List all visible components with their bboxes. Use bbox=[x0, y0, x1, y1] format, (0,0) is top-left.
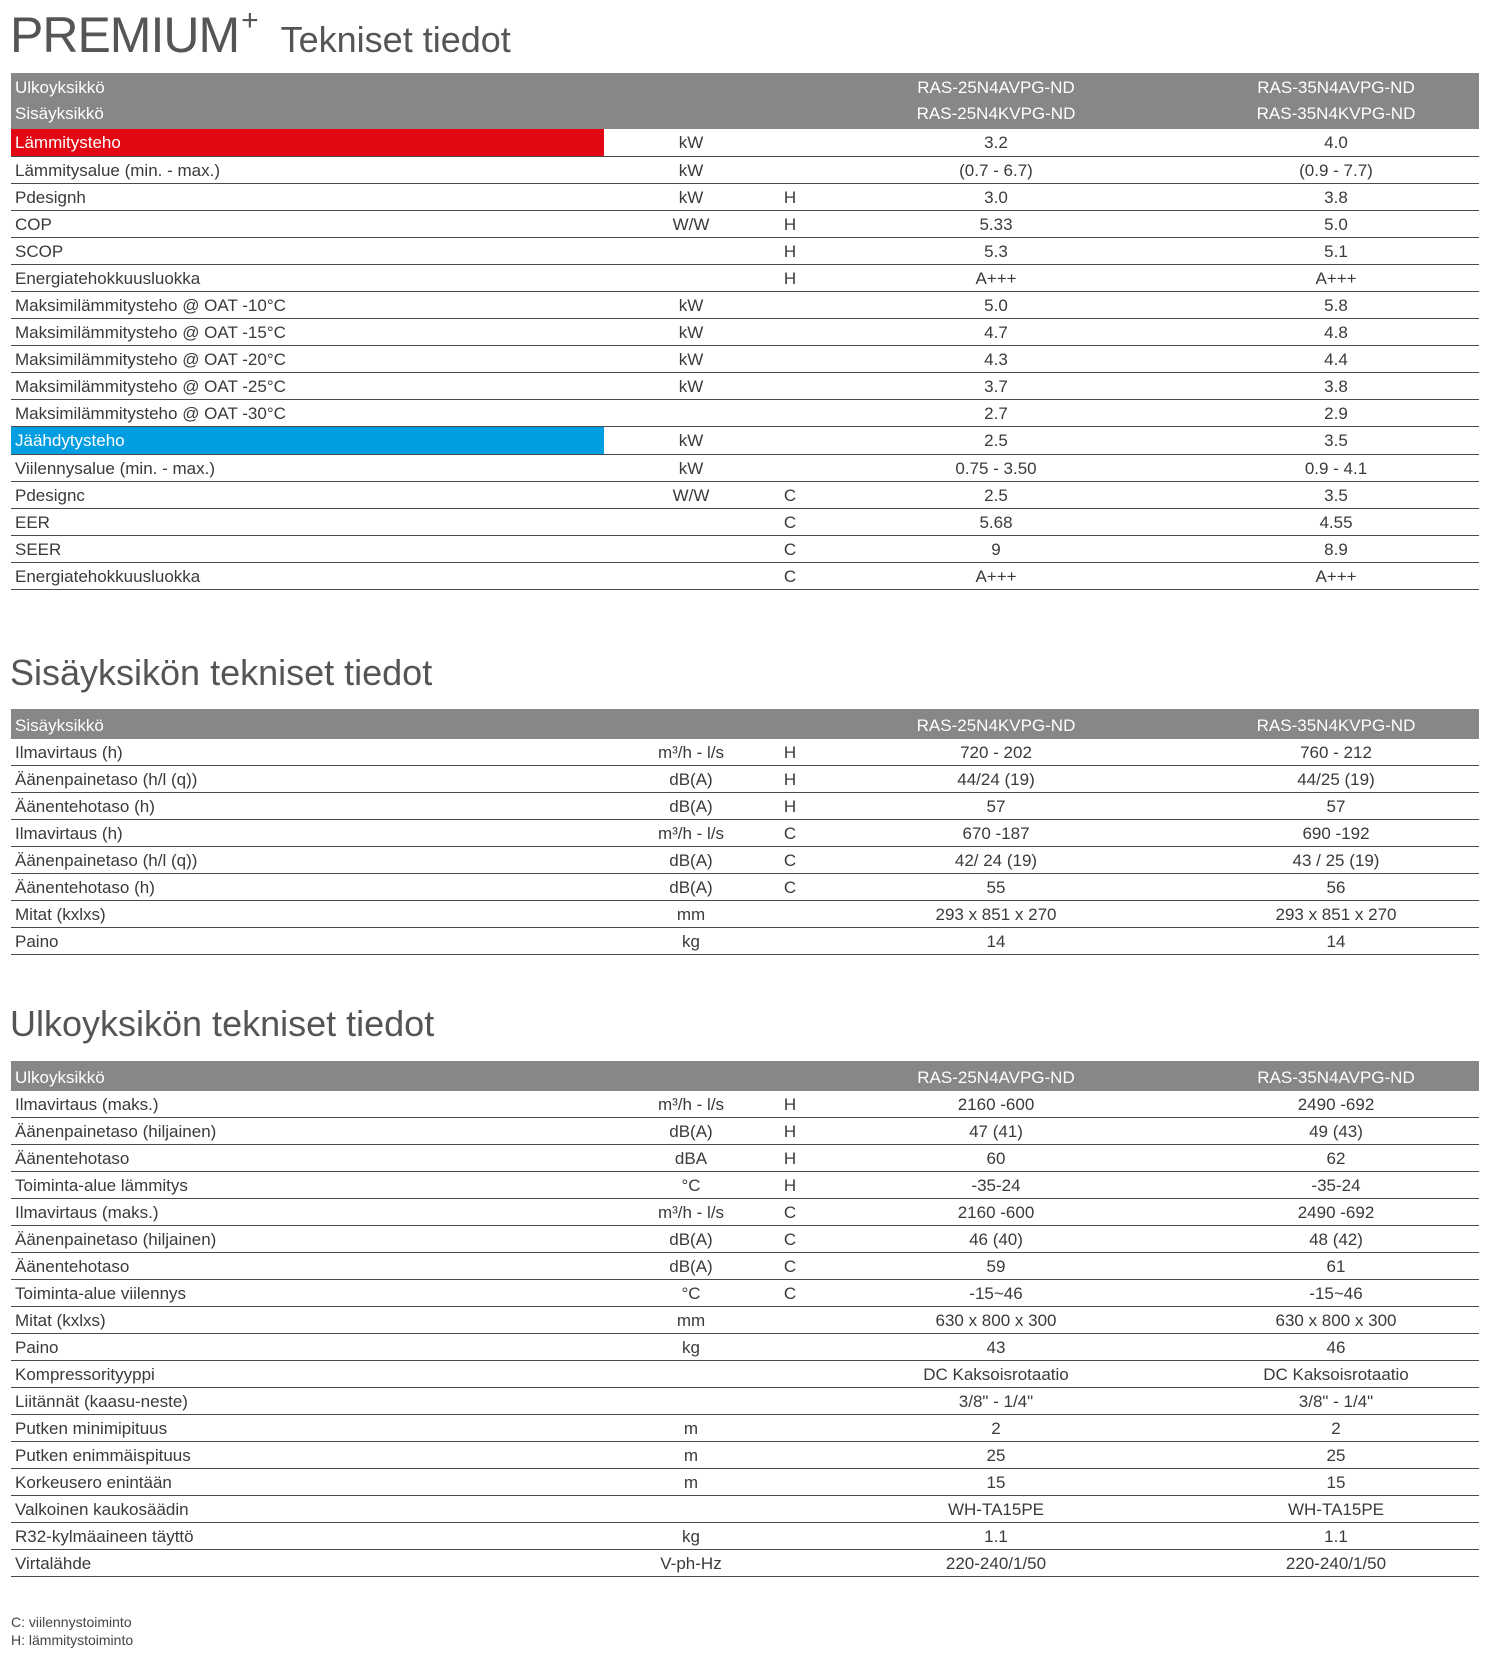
table-row bbox=[11, 1415, 1479, 1442]
row-label: Pdesignc bbox=[15, 486, 85, 505]
row-unit: m³/h - l/s bbox=[657, 824, 725, 843]
row-value-model-1: 720 - 202 bbox=[960, 743, 1032, 762]
row-label: Äänentehotaso (h) bbox=[15, 797, 155, 816]
row-unit: kW bbox=[678, 161, 704, 180]
row-value-model-2: 25 bbox=[1326, 1446, 1346, 1465]
table-row bbox=[11, 1280, 1479, 1307]
table-row bbox=[11, 536, 1479, 563]
header-label: Ulkoyksikkö bbox=[15, 78, 105, 97]
row-label: COP bbox=[15, 215, 52, 234]
row-value-model-2: 56 bbox=[1326, 878, 1346, 897]
row-value-model-1: 4.3 bbox=[984, 350, 1008, 369]
table-row bbox=[11, 1442, 1479, 1469]
header-model-2: RAS-35N4KVPG-ND bbox=[1256, 716, 1416, 735]
row-unit: kW bbox=[678, 431, 704, 450]
row-unit: dB(A) bbox=[669, 1230, 713, 1249]
table-row bbox=[11, 1550, 1479, 1577]
row-value-model-1: 42/ 24 (19) bbox=[954, 851, 1038, 870]
row-label: Mitat (kxlxs) bbox=[15, 905, 106, 924]
row-value-model-2: 3.5 bbox=[1324, 486, 1348, 505]
table-row bbox=[11, 265, 1479, 292]
row-unit: kW bbox=[678, 377, 704, 396]
row-mode: C bbox=[783, 1203, 797, 1222]
row-unit: mm bbox=[676, 905, 706, 924]
row-value-model-1: 59 bbox=[986, 1257, 1006, 1276]
row-unit: m³/h - l/s bbox=[657, 1095, 725, 1114]
table-row bbox=[11, 820, 1479, 847]
row-value-model-2: 4.4 bbox=[1324, 350, 1348, 369]
row-label: Maksimilämmitysteho @ OAT -25°C bbox=[15, 377, 286, 396]
row-label: Paino bbox=[15, 1338, 59, 1357]
row-label: Maksimilämmitysteho @ OAT -15°C bbox=[15, 323, 286, 342]
row-label: Valkoinen kaukosäädin bbox=[15, 1500, 189, 1519]
table-row bbox=[11, 1145, 1479, 1172]
row-label: Lämmitysteho bbox=[15, 133, 121, 152]
row-value-model-1: -35-24 bbox=[971, 1176, 1021, 1195]
row-value-model-2: 630 x 800 x 300 bbox=[1275, 1311, 1397, 1330]
table-row bbox=[11, 319, 1479, 346]
table-header-row bbox=[11, 99, 1479, 129]
row-value-model-2: 4.8 bbox=[1324, 323, 1348, 342]
indoor-spec-table bbox=[11, 709, 1479, 955]
row-label: Lämmitysalue (min. - max.) bbox=[15, 161, 220, 180]
row-unit: kW bbox=[678, 133, 704, 152]
outdoor-spec-table bbox=[11, 1061, 1479, 1577]
row-value-model-2: 15 bbox=[1326, 1473, 1346, 1492]
row-value-model-1: 630 x 800 x 300 bbox=[935, 1311, 1057, 1330]
header-model-1: RAS-25N4KVPG-ND bbox=[916, 716, 1076, 735]
row-mode: C bbox=[783, 1230, 797, 1249]
row-label: Toiminta-alue viilennys bbox=[15, 1284, 187, 1303]
row-unit: °C bbox=[681, 1176, 701, 1195]
row-label: Toiminta-alue lämmitys bbox=[15, 1176, 188, 1195]
table-row bbox=[11, 184, 1479, 211]
row-mode: C bbox=[783, 1257, 797, 1276]
row-value-model-1: 2.7 bbox=[984, 404, 1008, 423]
row-value-model-1: 1.1 bbox=[984, 1527, 1008, 1546]
table-row bbox=[11, 1091, 1479, 1118]
row-unit: kW bbox=[678, 323, 704, 342]
row-value-model-2: 57 bbox=[1326, 797, 1346, 816]
row-mode: H bbox=[783, 1149, 797, 1168]
row-label: Virtalähde bbox=[15, 1554, 92, 1573]
header-label: Sisäyksikkö bbox=[15, 104, 104, 123]
row-value-model-2: 293 x 851 x 270 bbox=[1275, 905, 1397, 924]
row-unit: m bbox=[683, 1446, 699, 1465]
page-title bbox=[10, 4, 511, 64]
footnote-cooling: C: viilennystoiminto bbox=[11, 1614, 132, 1630]
table-row bbox=[11, 129, 1479, 157]
row-unit: kg bbox=[682, 1527, 700, 1546]
row-value-model-1: 55 bbox=[986, 878, 1006, 897]
row-value-model-2: 5.0 bbox=[1324, 215, 1348, 234]
row-value-model-2: 4.55 bbox=[1319, 513, 1353, 532]
row-unit: dB(A) bbox=[669, 851, 713, 870]
row-value-model-1: 2160 -600 bbox=[957, 1095, 1035, 1114]
row-mode: H bbox=[783, 188, 797, 207]
row-unit: W/W bbox=[672, 486, 710, 505]
table-row bbox=[11, 1172, 1479, 1199]
header-label: Sisäyksikkö bbox=[15, 716, 104, 735]
row-unit: mm bbox=[676, 1311, 706, 1330]
row-mode: C bbox=[783, 513, 797, 532]
row-unit: kW bbox=[678, 459, 704, 478]
row-value-model-1: 3.2 bbox=[984, 133, 1008, 152]
row-value-model-1: 25 bbox=[986, 1446, 1006, 1465]
row-value-model-2: A+++ bbox=[1315, 567, 1357, 586]
row-label: Äänenpainetaso (h/l (q)) bbox=[15, 770, 198, 789]
table-row bbox=[11, 482, 1479, 509]
row-mode: C bbox=[783, 1284, 797, 1303]
table-row bbox=[11, 400, 1479, 427]
row-value-model-2: 44/25 (19) bbox=[1297, 770, 1375, 789]
row-value-model-2: 690 -192 bbox=[1302, 824, 1370, 843]
brand-name: PREMIUM bbox=[10, 7, 240, 63]
row-label: Äänentehotaso bbox=[15, 1149, 130, 1168]
row-label: Jäähdytysteho bbox=[15, 431, 125, 450]
row-label: Korkeusero enintään bbox=[15, 1473, 172, 1492]
table-header-row bbox=[11, 73, 1479, 99]
row-value-model-2: 3.5 bbox=[1324, 431, 1348, 450]
row-value-model-2: 14 bbox=[1326, 932, 1346, 951]
header-model-2: RAS-35N4AVPG-ND bbox=[1257, 78, 1415, 97]
row-unit: V-ph-Hz bbox=[660, 1554, 722, 1573]
row-mode: H bbox=[783, 1095, 797, 1114]
table-row bbox=[11, 1199, 1479, 1226]
row-mode: C bbox=[783, 540, 797, 559]
row-value-model-1: 3/8" - 1/4" bbox=[958, 1392, 1034, 1411]
table-row bbox=[11, 373, 1479, 400]
row-label: Äänentehotaso (h) bbox=[15, 878, 155, 897]
header-label: Ulkoyksikkö bbox=[15, 1068, 105, 1087]
page-subtitle: Tekniset tiedot bbox=[280, 19, 511, 60]
row-value-model-2: 2490 -692 bbox=[1297, 1095, 1375, 1114]
header-model-2: RAS-35N4KVPG-ND bbox=[1256, 104, 1416, 123]
row-unit: kW bbox=[678, 188, 704, 207]
row-label: Putken enimmäispituus bbox=[15, 1446, 191, 1465]
row-value-model-2: WH-TA15PE bbox=[1287, 1500, 1385, 1519]
row-label: Paino bbox=[15, 932, 59, 951]
table-row bbox=[11, 1388, 1479, 1415]
indoor-section-title: Sisäyksikön tekniset tiedot bbox=[10, 652, 433, 693]
table-header-row bbox=[11, 1061, 1479, 1091]
table-row bbox=[11, 1469, 1479, 1496]
row-value-model-1: 4.7 bbox=[984, 323, 1008, 342]
table-row bbox=[11, 427, 1479, 455]
row-label: Ilmavirtaus (maks.) bbox=[15, 1203, 159, 1222]
row-label: Äänenpainetaso (hiljainen) bbox=[15, 1122, 217, 1141]
row-value-model-1: 5.3 bbox=[984, 242, 1008, 261]
row-label: R32-kylmäaineen täyttö bbox=[15, 1527, 194, 1546]
row-label: Ilmavirtaus (h) bbox=[15, 743, 123, 762]
row-unit: m³/h - l/s bbox=[657, 743, 725, 762]
row-label: EER bbox=[15, 513, 50, 532]
row-value-model-1: 44/24 (19) bbox=[957, 770, 1035, 789]
row-value-model-1: A+++ bbox=[975, 567, 1017, 586]
row-value-model-1: 293 x 851 x 270 bbox=[935, 905, 1057, 924]
header-model-1: RAS-25N4AVPG-ND bbox=[917, 1068, 1075, 1087]
row-value-model-1: 9 bbox=[991, 540, 1001, 559]
row-value-model-2: 3.8 bbox=[1324, 188, 1348, 207]
table-row bbox=[11, 1307, 1479, 1334]
row-unit: dB(A) bbox=[669, 770, 713, 789]
row-value-model-2: 62 bbox=[1326, 1149, 1346, 1168]
row-value-model-2: 3/8" - 1/4" bbox=[1298, 1392, 1374, 1411]
row-mode: H bbox=[783, 743, 797, 762]
row-value-model-2: 1.1 bbox=[1324, 1527, 1348, 1546]
row-value-model-1: -15~46 bbox=[969, 1284, 1023, 1303]
table-row bbox=[11, 1496, 1479, 1523]
row-mode: H bbox=[783, 242, 797, 261]
row-mode: H bbox=[783, 269, 797, 288]
table-row bbox=[11, 1523, 1479, 1550]
row-value-model-2: 4.0 bbox=[1324, 133, 1348, 152]
row-value-model-1: 47 (41) bbox=[969, 1122, 1023, 1141]
row-unit: dB(A) bbox=[669, 1257, 713, 1276]
brand-plus: + bbox=[241, 4, 259, 37]
table-row bbox=[11, 455, 1479, 482]
row-value-model-2: (0.9 - 7.7) bbox=[1299, 161, 1373, 180]
row-unit: dB(A) bbox=[669, 1122, 713, 1141]
row-unit: dBA bbox=[674, 1149, 708, 1168]
row-value-model-2: -15~46 bbox=[1309, 1284, 1363, 1303]
row-label: Maksimilämmitysteho @ OAT -10°C bbox=[15, 296, 286, 315]
row-value-model-2: 46 bbox=[1326, 1338, 1346, 1357]
model-header-block bbox=[11, 73, 1479, 129]
row-label: Viilennysalue (min. - max.) bbox=[15, 459, 215, 478]
row-unit: kg bbox=[682, 932, 700, 951]
row-value-model-2: 3.8 bbox=[1324, 377, 1348, 396]
row-label: Ilmavirtaus (maks.) bbox=[15, 1095, 159, 1114]
table-row bbox=[11, 157, 1479, 184]
row-value-model-1: 15 bbox=[986, 1473, 1006, 1492]
header-model-2: RAS-35N4AVPG-ND bbox=[1257, 1068, 1415, 1087]
row-unit: dB(A) bbox=[669, 878, 713, 897]
row-unit: kW bbox=[678, 296, 704, 315]
table-row bbox=[11, 1334, 1479, 1361]
row-label: Ilmavirtaus (h) bbox=[15, 824, 123, 843]
table-row bbox=[11, 739, 1479, 766]
row-label: Maksimilämmitysteho @ OAT -20°C bbox=[15, 350, 286, 369]
row-value-model-1: 43 bbox=[986, 1338, 1006, 1357]
row-value-model-2: 220-240/1/50 bbox=[1285, 1554, 1387, 1573]
row-value-model-1: 5.0 bbox=[984, 296, 1008, 315]
row-unit: m bbox=[683, 1473, 699, 1492]
row-value-model-1: 3.0 bbox=[984, 188, 1008, 207]
main-spec-table bbox=[11, 73, 1479, 590]
row-value-model-1: 3.7 bbox=[984, 377, 1008, 396]
row-mode: C bbox=[783, 824, 797, 843]
outdoor-section-title: Ulkoyksikön tekniset tiedot bbox=[10, 1003, 435, 1044]
row-unit: kg bbox=[682, 1338, 700, 1357]
row-value-model-2: 43 / 25 (19) bbox=[1292, 851, 1380, 870]
row-value-model-2: DC Kaksoisrotaatio bbox=[1263, 1365, 1409, 1384]
row-value-model-1: 2.5 bbox=[984, 486, 1008, 505]
row-value-model-2: 0.9 - 4.1 bbox=[1304, 459, 1368, 478]
table-row bbox=[11, 1361, 1479, 1388]
table-row bbox=[11, 211, 1479, 238]
row-value-model-2: -35-24 bbox=[1311, 1176, 1361, 1195]
row-unit: °C bbox=[681, 1284, 701, 1303]
row-value-model-1: 60 bbox=[986, 1149, 1006, 1168]
table-row bbox=[11, 1226, 1479, 1253]
row-label: Äänentehotaso bbox=[15, 1257, 130, 1276]
row-value-model-1: A+++ bbox=[975, 269, 1017, 288]
row-value-model-1: 2160 -600 bbox=[957, 1203, 1035, 1222]
row-value-model-2: 2 bbox=[1331, 1419, 1341, 1438]
table-row bbox=[11, 238, 1479, 265]
table-row bbox=[11, 901, 1479, 928]
row-label: Pdesignh bbox=[15, 188, 86, 207]
row-mode: H bbox=[783, 797, 797, 816]
row-label: Energiatehokkuusluokka bbox=[15, 269, 201, 288]
table-row bbox=[11, 1253, 1479, 1280]
row-unit: W/W bbox=[672, 215, 710, 234]
row-value-model-1: 0.75 - 3.50 bbox=[955, 459, 1037, 478]
table-row bbox=[11, 292, 1479, 319]
row-value-model-1: (0.7 - 6.7) bbox=[959, 161, 1033, 180]
row-mode: C bbox=[783, 851, 797, 870]
table-row bbox=[11, 346, 1479, 373]
row-mode: H bbox=[783, 215, 797, 234]
row-label: Maksimilämmitysteho @ OAT -30°C bbox=[15, 404, 286, 423]
row-value-model-2: 5.8 bbox=[1324, 296, 1348, 315]
row-mode: H bbox=[783, 1176, 797, 1195]
row-value-model-1: WH-TA15PE bbox=[947, 1500, 1045, 1519]
row-label: SCOP bbox=[15, 242, 64, 261]
footnote-heating: H: lämmitystoiminto bbox=[11, 1632, 134, 1648]
row-label: Äänenpainetaso (hiljainen) bbox=[15, 1230, 217, 1249]
header-model-1: RAS-25N4AVPG-ND bbox=[917, 78, 1075, 97]
table-row bbox=[11, 928, 1479, 955]
row-value-model-1: 5.68 bbox=[979, 513, 1013, 532]
table-row bbox=[11, 874, 1479, 901]
row-mode: C bbox=[783, 486, 797, 505]
row-value-model-1: 670 -187 bbox=[962, 824, 1030, 843]
row-value-model-1: 57 bbox=[986, 797, 1006, 816]
row-value-model-1: 5.33 bbox=[979, 215, 1013, 234]
row-value-model-1: DC Kaksoisrotaatio bbox=[923, 1365, 1069, 1384]
row-value-model-2: A+++ bbox=[1315, 269, 1357, 288]
row-value-model-2: 61 bbox=[1326, 1257, 1346, 1276]
table-row bbox=[11, 793, 1479, 820]
row-value-model-2: 49 (43) bbox=[1309, 1122, 1363, 1141]
row-mode: C bbox=[783, 878, 797, 897]
table-row bbox=[11, 847, 1479, 874]
table-row bbox=[11, 766, 1479, 793]
table-header-row bbox=[11, 709, 1479, 739]
table-row bbox=[11, 1118, 1479, 1145]
header-model-1: RAS-25N4KVPG-ND bbox=[916, 104, 1076, 123]
row-mode: H bbox=[783, 1122, 797, 1141]
row-label: SEER bbox=[15, 540, 62, 559]
row-value-model-1: 2 bbox=[991, 1419, 1001, 1438]
row-unit: m³/h - l/s bbox=[657, 1203, 725, 1222]
row-label: Äänenpainetaso (h/l (q)) bbox=[15, 851, 198, 870]
table-row bbox=[11, 509, 1479, 536]
row-value-model-2: 2.9 bbox=[1324, 404, 1348, 423]
row-value-model-1: 2.5 bbox=[984, 431, 1008, 450]
row-label: Mitat (kxlxs) bbox=[15, 1311, 106, 1330]
row-unit: m bbox=[683, 1419, 699, 1438]
row-mode: C bbox=[783, 567, 797, 586]
table-row bbox=[11, 563, 1479, 590]
row-unit: dB(A) bbox=[669, 797, 713, 816]
row-value-model-2: 8.9 bbox=[1324, 540, 1348, 559]
row-value-model-1: 14 bbox=[986, 932, 1006, 951]
row-value-model-1: 46 (40) bbox=[969, 1230, 1023, 1249]
row-value-model-2: 48 (42) bbox=[1309, 1230, 1363, 1249]
row-mode: H bbox=[783, 770, 797, 789]
row-unit: kW bbox=[678, 350, 704, 369]
row-value-model-2: 2490 -692 bbox=[1297, 1203, 1375, 1222]
row-value-model-2: 760 - 212 bbox=[1300, 743, 1372, 762]
row-label: Putken minimipituus bbox=[15, 1419, 168, 1438]
row-label: Kompressorityyppi bbox=[15, 1365, 155, 1384]
row-value-model-1: 220-240/1/50 bbox=[945, 1554, 1047, 1573]
row-label: Liitännät (kaasu-neste) bbox=[15, 1392, 188, 1411]
row-value-model-2: 5.1 bbox=[1324, 242, 1348, 261]
row-label: Energiatehokkuusluokka bbox=[15, 567, 201, 586]
